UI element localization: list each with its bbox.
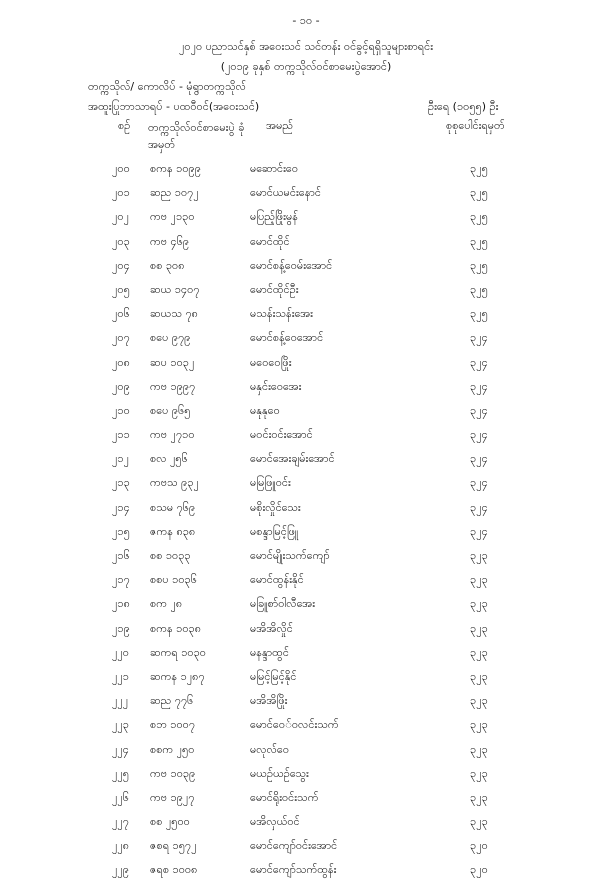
roll-number: ဇစရ ၁၅၇၂ xyxy=(150,839,197,853)
roll-number: ကဗ ၄၆၉ xyxy=(150,234,190,248)
student-name: မအိအိလှိုင် xyxy=(250,621,293,635)
roll-number: ဆည ၁၀၇၂ xyxy=(150,186,199,200)
total-marks: ၃၂၃ xyxy=(470,621,488,635)
table-row xyxy=(0,472,612,496)
total-marks: ၃၂၅ xyxy=(470,210,488,224)
total-marks: ၃၂၃ xyxy=(470,718,488,732)
row-number: ၂၁၃ xyxy=(112,476,130,490)
row-number: ၂၁၁ xyxy=(112,428,130,442)
total-marks: ၃၂၃ xyxy=(470,549,488,562)
student-name: မပြည့်ဖြိုးမွန် xyxy=(250,210,298,224)
roll-number: စဘ ၁၀၀၇ xyxy=(150,718,196,732)
table-row xyxy=(0,497,612,521)
student-name: မောင်ကျော်ဝင်းအောင် xyxy=(250,839,338,853)
table-row xyxy=(0,231,612,255)
table-row xyxy=(0,352,612,376)
document-title: ၂၀၂၀ ပညာသင်နှစ် အဝေးသင် သင်တန်း ဝင်ခွင့်ရရှိသူများစာရင်း xyxy=(178,40,433,53)
student-name: မယဉ်ယဉ်သွေး xyxy=(250,766,309,780)
total-marks: ၃၂၃ xyxy=(470,815,488,829)
total-marks: ၃၂၃ xyxy=(470,790,488,804)
roll-number: စပေ ၉၆၅ xyxy=(150,403,191,417)
count-line: ဦးရေ (၁၀၅၅) ဦး xyxy=(428,100,499,113)
table-row xyxy=(0,400,612,424)
roll-number: ဆပ ၁၀၃၂ xyxy=(150,355,195,369)
table-row xyxy=(0,376,612,400)
total-marks: ၃၂၀ xyxy=(470,839,488,853)
roll-number: စက ၂၈ xyxy=(150,597,183,611)
total-marks: ၃၂၅ xyxy=(470,258,488,272)
total-marks: ၃၂၄ xyxy=(470,403,488,417)
student-name: မဝင်းဝင်းအောင် xyxy=(250,428,313,442)
student-name: မနှင်းဝေအေး xyxy=(250,379,302,393)
table-row xyxy=(0,618,612,642)
student-name: မနုနုဝေ xyxy=(250,403,280,417)
roll-number: စကန ၁၀၉၉ xyxy=(150,162,201,175)
student-name: မစန္ဒာမြင့်ဖြူ xyxy=(250,524,299,538)
row-number: ၂၀၉ xyxy=(112,379,130,393)
roll-number: စပေ ၉၇၉ xyxy=(150,331,191,345)
table-row xyxy=(0,593,612,617)
total-marks: ၃၂၅ xyxy=(470,162,488,175)
table-row xyxy=(0,448,612,472)
row-number: ၂၂၅ xyxy=(112,766,129,780)
row-number: ၂၁၄ xyxy=(112,500,130,514)
row-number: ၂၀၃ xyxy=(112,234,130,248)
table-row xyxy=(0,690,612,714)
roll-number: ဆယသ ၇၈ xyxy=(150,307,198,321)
student-name: မသန်းသန်းအေး xyxy=(250,307,313,321)
row-number: ၂၁၅ xyxy=(112,524,130,538)
student-name: မောင်ရိုးဝင်းသက် xyxy=(250,790,319,804)
roll-number: ကဗသ ၉၃၂ xyxy=(150,476,199,490)
row-number: ၂၂၂ xyxy=(112,694,129,708)
student-table xyxy=(0,158,612,884)
student-name: မဆောင်းဝေ xyxy=(250,162,299,175)
student-name: မောင်စန့်ဝေမ်းအောင် xyxy=(250,258,333,272)
total-marks: ၃၂၃ xyxy=(470,645,488,659)
row-number: ၂၀၆ xyxy=(112,307,130,321)
header-roll: တက္ကသိုလ်ဝင်စာမေးပွဲ ခုံအမှတ် xyxy=(148,121,245,151)
student-name: မလုလ်ဝေ xyxy=(250,742,290,756)
roll-number: ကဗ ၂၁၃၀ xyxy=(150,210,195,224)
student-name: မဝေဝေဖြိုး xyxy=(250,355,292,369)
student-name: မောင်စန့်ဝေအောင် xyxy=(250,331,324,345)
row-number: ၂၂၃ xyxy=(112,718,129,732)
roll-number: စစက ၂၅၀ xyxy=(150,742,195,756)
roll-number: ဆကရ ၁၀၃၀ xyxy=(150,645,206,659)
table-row xyxy=(0,739,612,763)
table-row xyxy=(0,206,612,230)
row-number: ၂၀၀ xyxy=(112,162,130,175)
student-name: မမြင့်မြင့်နိုင် xyxy=(250,669,297,683)
table-row xyxy=(0,158,612,182)
student-name: မောင်ကျော်သက်ထွန်း xyxy=(250,863,337,877)
student-name: မောင်ထိုင်ဦး xyxy=(250,282,299,296)
header-marks: စုစုပေါင်းရမှတ် xyxy=(446,119,505,132)
row-number: ၂၀၁ xyxy=(112,186,130,200)
table-row xyxy=(0,303,612,327)
table-row xyxy=(0,569,612,593)
table-row xyxy=(0,424,612,448)
student-name: မောင်ထွန်းနိုင် xyxy=(250,573,304,587)
student-name: မောင်မျိုးသက်ကျော် xyxy=(250,549,330,562)
student-name: မအိလှယ်ဝင် xyxy=(250,815,300,829)
header-name: အမည် xyxy=(266,119,294,132)
total-marks: ၃၂၄ xyxy=(470,500,488,514)
roll-number: စစ ၁၀၃၃ xyxy=(150,549,191,562)
total-marks: ၃၂၅ xyxy=(470,234,488,248)
roll-number: ကဗ ၁၉၂၇ xyxy=(150,790,195,804)
student-name: မောင်အေးချမ်းအောင် xyxy=(250,452,335,466)
table-row xyxy=(0,763,612,787)
student-name: မောင်ယမင်းနောင် xyxy=(250,186,322,200)
row-number: ၂၂၇ xyxy=(112,815,129,829)
table-row xyxy=(0,182,612,206)
total-marks: ၃၂၃ xyxy=(470,573,488,587)
document-subtitle: (၂၀၁၉ ခုနှစ် တက္ကသိုလ်ဝင်စာမေးပွဲအောင်) xyxy=(220,60,392,73)
student-name: မစိုးလှိုင်သေး xyxy=(250,500,301,514)
total-marks: ၃၂၄ xyxy=(470,355,488,369)
total-marks: ၃၂၃ xyxy=(470,669,488,683)
row-number: ၂၂၄ xyxy=(112,742,129,756)
student-name: မအိအိဖြိုး xyxy=(250,694,288,708)
row-number: ၂၁၆ xyxy=(112,549,130,562)
table-row xyxy=(0,327,612,351)
roll-number: ဇကန ၈၃၈ xyxy=(150,524,196,538)
roll-number: ကဗ ၁၉၉၇ xyxy=(150,379,196,393)
table-row xyxy=(0,255,612,279)
roll-number: စလ ၂၅၆ xyxy=(150,452,188,466)
table-row xyxy=(0,545,612,569)
total-marks: ၃၂၀ xyxy=(470,863,488,877)
total-marks: ၃၂၅ xyxy=(470,307,488,321)
row-number: ၂၁၈ xyxy=(112,597,130,611)
total-marks: ၃၂၃ xyxy=(470,766,488,780)
table-row xyxy=(0,279,612,303)
total-marks: ၃၂၄ xyxy=(470,331,488,345)
total-marks: ၃၂၅ xyxy=(470,186,488,200)
total-marks: ၃၂၅ xyxy=(470,282,488,296)
roll-number: ဆကန ၁၂၈၇ xyxy=(150,669,205,683)
row-number: ၂၁၀ xyxy=(112,403,130,417)
roll-number: စစ ၃၀၈ xyxy=(150,258,185,272)
table-row xyxy=(0,521,612,545)
student-name: မခြူစာ်ဝါလီအေး xyxy=(250,597,316,611)
row-number: ၂၁၂ xyxy=(112,452,129,466)
roll-number: စသမ ၇၆၉ xyxy=(150,500,196,514)
roll-number: ကဗ ၂၇၁၀ xyxy=(150,428,195,442)
row-number: ၂၂၉ xyxy=(112,863,129,877)
row-number: ၂၂၀ xyxy=(112,645,129,659)
header-no: စဉ် xyxy=(118,119,131,132)
page-number: - ၁၀ - xyxy=(292,14,320,27)
total-marks: ၃၂၄ xyxy=(470,476,488,490)
row-number: ၂၁၇ xyxy=(112,573,130,587)
table-row xyxy=(0,714,612,738)
roll-number: ကဗ ၁၀၃၉ xyxy=(150,766,196,780)
roll-number: စကန ၁၀၃၈ xyxy=(150,621,201,635)
roll-number: ဆယ ၁၄၀၇ xyxy=(150,282,200,296)
student-name: မမြဖြူဝင်း xyxy=(250,476,291,490)
roll-number: ဆည ၇၇၆ xyxy=(150,694,194,708)
table-row xyxy=(0,787,612,811)
roll-number: ဇရစ ၁၀၀၈ xyxy=(150,863,198,877)
row-number: ၂၂၆ xyxy=(112,790,129,804)
roll-number: စစပ ၁၀၃၆ xyxy=(150,573,197,587)
table-row xyxy=(0,811,612,835)
subject-line: အထူးပြုဘာသာရပ် - ပထဝီဝင်(အဝေးသင်) xyxy=(88,100,260,113)
total-marks: ၃၂၄ xyxy=(470,428,488,442)
row-number: ၂၂၈ xyxy=(112,839,130,853)
table-row xyxy=(0,835,612,859)
row-number: ၂၀၈ xyxy=(112,355,130,369)
row-number: ၂၀၅ xyxy=(112,282,130,296)
student-name: မောင်ထိုင် xyxy=(250,234,290,248)
total-marks: ၃၂၃ xyxy=(470,597,488,611)
total-marks: ၃၂၄ xyxy=(470,524,488,538)
total-marks: ၃၂၄ xyxy=(470,452,488,466)
table-row xyxy=(0,859,612,883)
total-marks: ၃၂၃ xyxy=(470,742,488,756)
total-marks: ၃၂၃ xyxy=(470,694,488,708)
university-line: တက္ကသိုလ်/ ကောလိပ် - မုံရွာတက္ကသိုလ် xyxy=(88,80,246,93)
total-marks: ၃၂၄ xyxy=(470,379,488,393)
table-row xyxy=(0,666,612,690)
row-number: ၂၀၂ xyxy=(112,210,129,224)
student-name: မောင်ဝေ်ဝလင်းသက် xyxy=(250,718,339,732)
row-number: ၂၀၄ xyxy=(112,258,130,272)
row-number: ၂၂၁ xyxy=(112,669,129,683)
row-number: ၂၀၇ xyxy=(112,331,130,345)
row-number: ၂၁၉ xyxy=(112,621,130,635)
roll-number: စစ ၂၅၀၀ xyxy=(150,815,190,829)
student-name: မနန္ဒာထွင် xyxy=(250,645,289,659)
table-row xyxy=(0,642,612,666)
